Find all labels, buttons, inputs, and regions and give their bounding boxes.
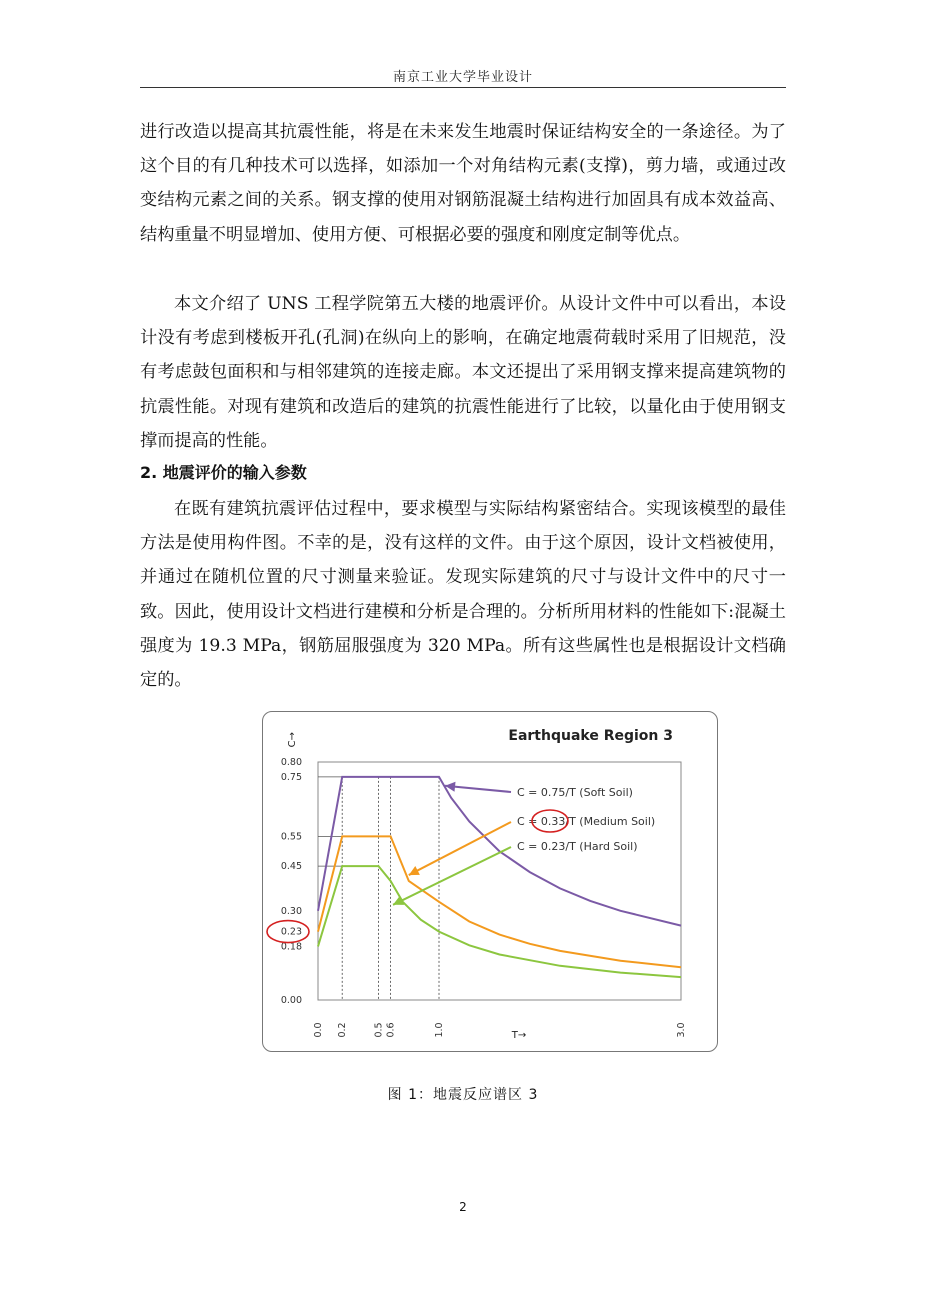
y-tick-label: 0.00 <box>280 995 302 1006</box>
page-number: 2 <box>459 1200 467 1214</box>
chart-title: Earthquake Region 3 <box>508 728 673 744</box>
figure-caption: 图 1：地震反应谱区 3 <box>387 1087 539 1103</box>
x-tick-label: 3.0 <box>676 1022 687 1038</box>
paragraph-3: 在既有建筑抗震评估过程中，要求模型与实际结构紧密结合。实现该模型的最佳方法是使用构件图。不幸的是，没有这样的文件。由于这个原因，设计文档被使用，并通过在随机位置的尺寸测量来验证。发现实际建筑的尺寸与设计文件中的尺寸一致。因此，使用设计文档进行建模和分析是合理的。分析所用材料的性能如下:混凝土强度为 19.3 MPa，钢筋屈服强度为 320 MPa。所有这些属性也是根据设计文档确定的。 <box>140 499 786 691</box>
annotation-arrow-line <box>393 847 511 905</box>
y-tick-label: 0.75 <box>280 771 302 783</box>
x-tick-label: 1.0 <box>434 1022 445 1038</box>
header-rule <box>140 87 786 88</box>
paragraph-1: 进行改造以提高其抗震性能，将是在未来发生地震时保证结构安全的一条途径。为了这个目的有几种技术可以选择，如添加一个对角结构元素(支撑)，剪力墙，或通过改变结构元素之间的关系。钢支撑的使用对钢筋混凝土结构进行加固具有成本效益高、结构重量不明显增加、使用方便、可根据必要的强度和刚度定制等优点。 <box>140 122 786 245</box>
y-tick-label: 0.23 <box>280 926 302 938</box>
series-annotation: C = 0.33/T (Medium Soil) <box>517 815 656 828</box>
x-tick-label: 0.5 <box>373 1022 385 1038</box>
series-annotation: C = 0.23/T (Hard Soil) <box>517 840 638 853</box>
response-spectrum-chart <box>263 712 719 1053</box>
y-tick-label: 0.30 <box>280 905 302 917</box>
y-tick-label: 0.55 <box>280 831 302 843</box>
response-spectrum-figure <box>262 711 718 1052</box>
x-tick-label: 0.2 <box>337 1022 349 1038</box>
y-axis-label: C→ <box>287 732 298 748</box>
y-tick-label: 0.80 <box>280 757 302 768</box>
series-annotation: C = 0.75/T (Soft Soil) <box>517 786 633 799</box>
x-tick-label: 0.6 <box>385 1022 397 1038</box>
series-line <box>318 836 681 967</box>
page-header: 南京工业大学毕业设计 <box>392 70 533 85</box>
x-tick-label: 0.0 <box>313 1022 324 1038</box>
y-tick-label: 0.45 <box>280 861 302 873</box>
paragraph-2: 本文介绍了 UNS 工程学院第五大楼的地震评价。从设计文件中可以看出，本设计没有考虑到楼板开孔(孔洞)在纵向上的影响，在确定地震荷载时采用了旧规范，没有考虑鼓包面积和与相邻建筑的连接走廊。本文还提出了采用钢支撑来提高建筑物的抗震性能。对现有建筑和改造后的建筑的抗震性能进行了比较，以量化由于使用钢支撑而提高的性能。 <box>140 294 786 451</box>
x-axis-label: T→ <box>511 1030 527 1041</box>
section-heading: 2. 地震评价的输入参数 <box>140 463 307 482</box>
y-tick-label: 0.18 <box>280 941 302 953</box>
